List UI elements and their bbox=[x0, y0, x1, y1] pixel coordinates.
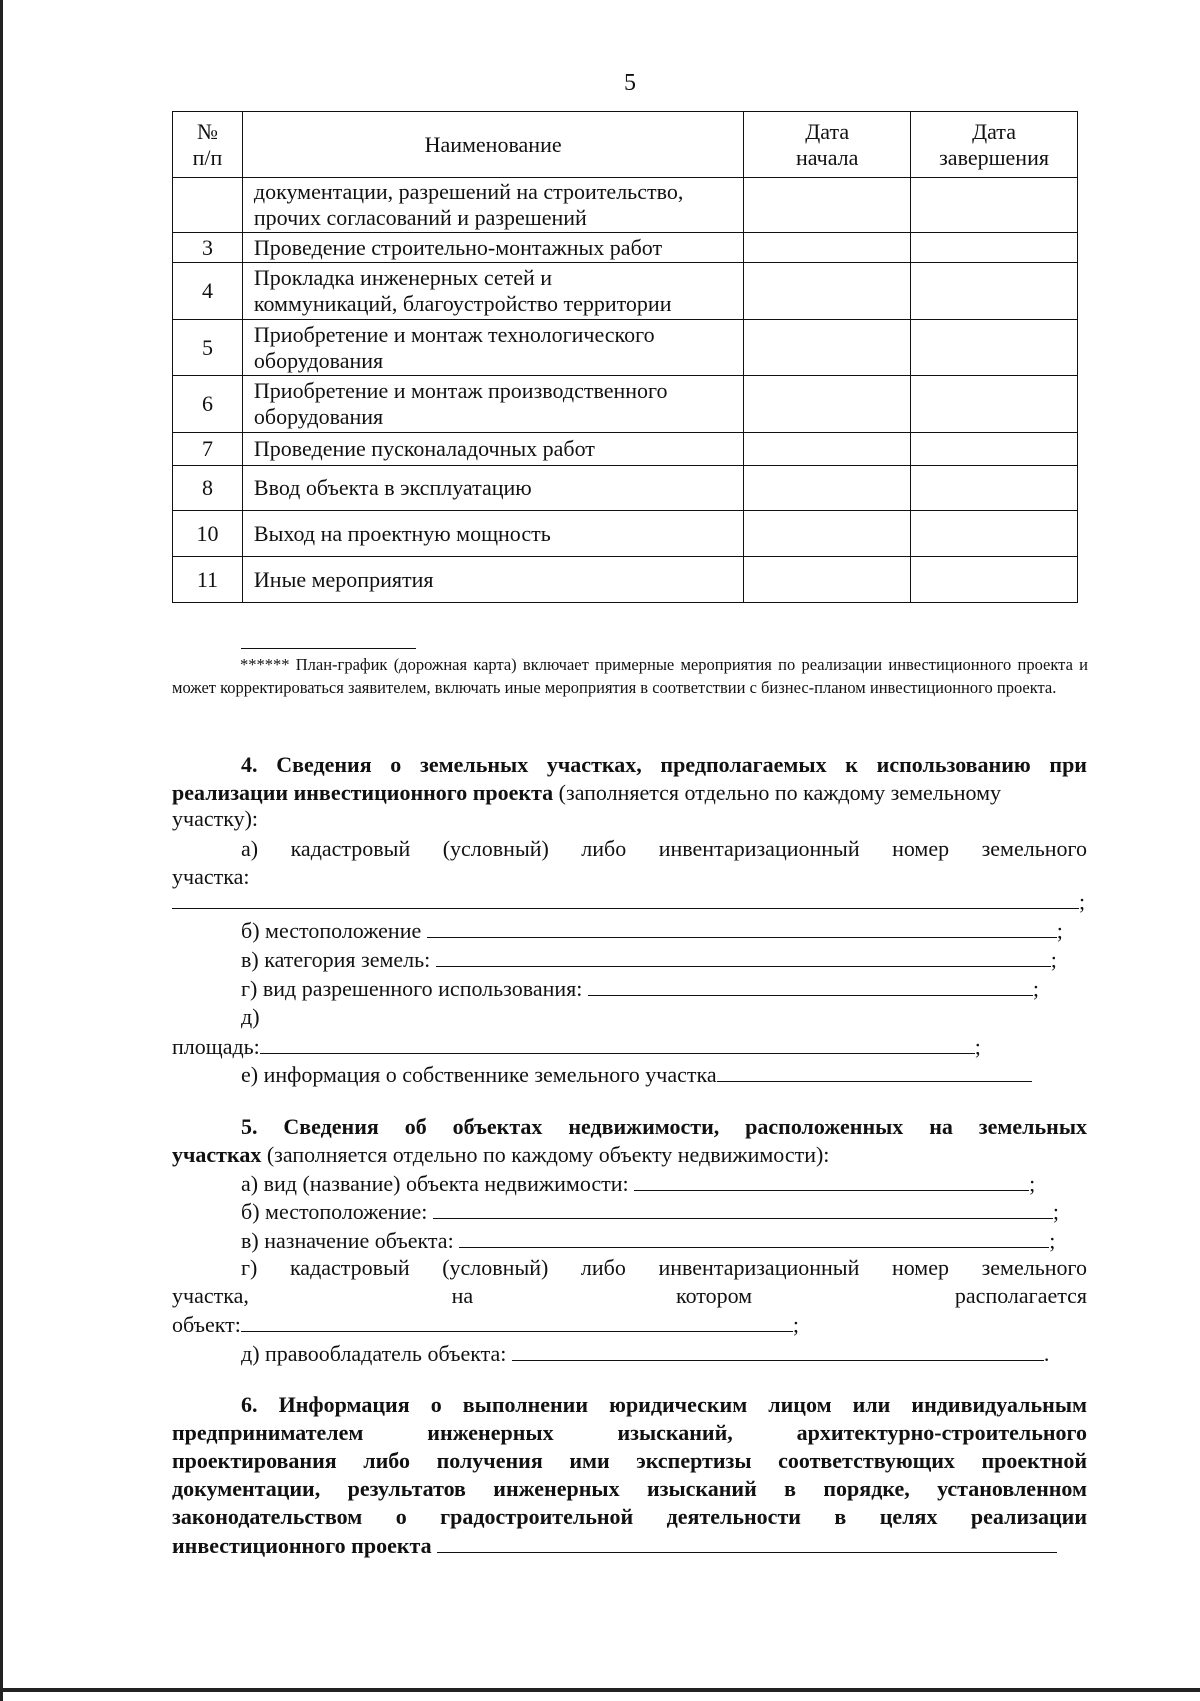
row-num: 11 bbox=[173, 557, 243, 603]
row-end-date[interactable] bbox=[911, 557, 1078, 603]
section4-item-e[interactable]: е) информация о собственнике земельного участка bbox=[241, 1061, 1032, 1088]
table-row bbox=[173, 376, 1078, 433]
row-start-date[interactable] bbox=[744, 376, 911, 433]
row-name: Прокладка инженерных сетей и коммуникаций, благоустройство территории bbox=[242, 263, 743, 320]
table-row bbox=[173, 511, 1078, 557]
section4-item-b[interactable]: б) местоположение ; bbox=[241, 918, 1063, 943]
row-start-date[interactable] bbox=[744, 263, 911, 320]
row-end-date[interactable] bbox=[911, 178, 1078, 233]
section6-line5: законодательством о градостроительной деятельности в целях реализации bbox=[172, 1504, 1087, 1529]
section6-line3: проектирования либо получения ими экспертизы соответствующих проектной bbox=[172, 1448, 1087, 1473]
section5-title-line2: участках (заполняется отдельно по каждому объекту недвижимости): bbox=[172, 1142, 830, 1167]
section5-item-d[interactable]: д) правообладатель объекта: . bbox=[241, 1341, 1050, 1366]
row-name: Проведение пусконаладочных работ bbox=[242, 433, 743, 466]
row-name: Проведение строительно-монтажных работ bbox=[242, 233, 743, 263]
row-end-date[interactable] bbox=[911, 511, 1078, 557]
section4-title-line1: 4. Сведения о земельных участках, предполагаемых к использованию при bbox=[241, 752, 1087, 777]
roadmap-table bbox=[172, 111, 1078, 603]
table-row bbox=[173, 263, 1078, 320]
section5-item-a[interactable]: а) вид (название) объекта недвижимости: ; bbox=[241, 1171, 1036, 1196]
section4-item-v[interactable]: в) категория земель: ; bbox=[241, 947, 1057, 972]
section4-title-line3: участку): bbox=[172, 806, 259, 831]
table-row bbox=[173, 233, 1078, 263]
section5-item-b[interactable]: б) местоположение: ; bbox=[241, 1199, 1059, 1224]
section5-item-g: г) кадастровый (условный) либо инвентаризационный номер земельного bbox=[241, 1255, 1087, 1280]
section4-item-a: а) кадастровый (условный) либо инвентаризационный номер земельного bbox=[241, 836, 1087, 861]
section4-item-g[interactable]: г) вид разрешенного использования: ; bbox=[241, 976, 1040, 1001]
page-number: 5 bbox=[624, 70, 636, 96]
table-row bbox=[173, 557, 1078, 603]
row-start-date[interactable] bbox=[744, 433, 911, 466]
section4-item-d-field[interactable]: площадь: ; bbox=[172, 1034, 981, 1059]
row-end-date[interactable] bbox=[911, 233, 1078, 263]
row-end-date[interactable] bbox=[911, 263, 1078, 320]
section4-item-d: д) bbox=[241, 1004, 260, 1029]
row-start-date[interactable] bbox=[744, 511, 911, 557]
scan-edge bbox=[0, 0, 3, 1701]
header-end-date: Дата завершения bbox=[911, 112, 1078, 178]
row-start-date[interactable] bbox=[744, 233, 911, 263]
section6-line4: документации, результатов инженерных изысканий в порядке, установленном bbox=[172, 1476, 1087, 1501]
section6-line2: предпринимателем инженерных изысканий, архитектурно-строительного bbox=[172, 1420, 1087, 1445]
section4-item-a-cont: участка: bbox=[172, 864, 250, 889]
section5-title-line1: 5. Сведения об объектах недвижимости, расположенных на земельных bbox=[241, 1114, 1087, 1139]
table-row bbox=[173, 320, 1078, 376]
table-row bbox=[173, 178, 1078, 233]
table-row bbox=[173, 433, 1078, 466]
row-end-date[interactable] bbox=[911, 433, 1078, 466]
row-num: 7 bbox=[173, 433, 243, 466]
row-num bbox=[173, 178, 243, 233]
section6-line6[interactable]: инвестиционного проекта bbox=[172, 1532, 1057, 1559]
header-num: № п/п bbox=[173, 112, 243, 178]
row-end-date[interactable] bbox=[911, 376, 1078, 433]
table-row bbox=[173, 466, 1078, 511]
section5-item-g-cont: участка, на котором располагается bbox=[172, 1283, 1087, 1308]
row-name: Ввод объекта в эксплуатацию bbox=[242, 466, 743, 511]
row-name: Приобретение и монтаж производственного оборудования bbox=[242, 376, 743, 433]
footnote-rule bbox=[241, 648, 416, 649]
section4-item-a-field[interactable]: ; bbox=[172, 888, 1085, 915]
row-start-date[interactable] bbox=[744, 320, 911, 376]
section6-line1: 6. Информация о выполнении юридическим лицом или индивидуальным bbox=[241, 1392, 1087, 1417]
row-start-date[interactable] bbox=[744, 466, 911, 511]
row-num: 5 bbox=[173, 320, 243, 376]
row-num: 4 bbox=[173, 263, 243, 320]
row-start-date[interactable] bbox=[744, 178, 911, 233]
scan-edge bbox=[0, 1688, 1200, 1692]
row-name: Иные мероприятия bbox=[242, 557, 743, 603]
header-start-date: Дата начала bbox=[744, 112, 911, 178]
row-name: Приобретение и монтаж технологического оборудования bbox=[242, 320, 743, 376]
section4-title-line2: реализации инвестиционного проекта (заполняется отдельно по каждому земельному bbox=[172, 780, 1002, 805]
row-num: 10 bbox=[173, 511, 243, 557]
row-start-date[interactable] bbox=[744, 557, 911, 603]
row-num: 6 bbox=[173, 376, 243, 433]
footnote: ****** План-график (дорожная карта) включает примерные мероприятия по реализации инвестиционного проекта и может корректироваться заявителем, включать иные мероприятия в соответствии с бизнес-планом инвестиционного проекта. bbox=[172, 655, 1088, 697]
header-name: Наименование bbox=[242, 112, 743, 178]
row-end-date[interactable] bbox=[911, 320, 1078, 376]
table-header-row bbox=[173, 112, 1078, 178]
section5-item-g-field[interactable]: объект: ; bbox=[172, 1312, 800, 1337]
section5-item-v[interactable]: в) назначение объекта: ; bbox=[241, 1228, 1056, 1253]
row-name: Выход на проектную мощность bbox=[242, 511, 743, 557]
row-num: 3 bbox=[173, 233, 243, 263]
row-name: документации, разрешений на строительство, прочих согласований и разрешений bbox=[242, 178, 743, 233]
row-num: 8 bbox=[173, 466, 243, 511]
row-end-date[interactable] bbox=[911, 466, 1078, 511]
